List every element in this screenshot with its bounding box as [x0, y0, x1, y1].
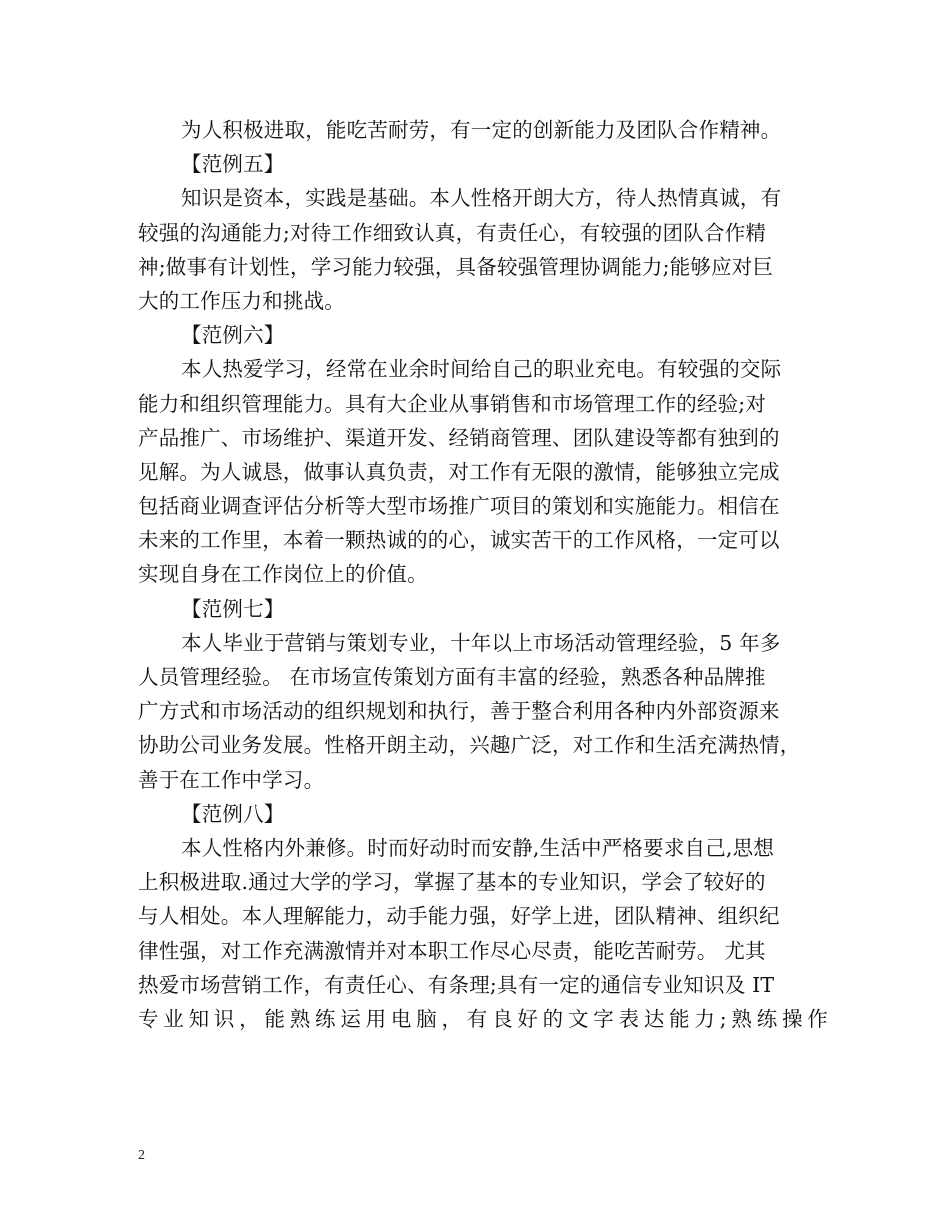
text-line: 为人积极进取，能吃苦耐劳，有一定的创新能力及团队合作精神。: [181, 118, 782, 142]
text-line: 协助公司业务发展。性格开朗主动，兴趣广泛，对工作和生活充满热情，: [138, 733, 801, 758]
text-line: 广方式和市场活动的组织规划和执行，善于整合利用各种内外部资源来: [138, 699, 780, 724]
section-heading: 【范例七】: [181, 596, 285, 621]
text-line: 神;做事有计划性，学习能力较强，具备较强管理协调能力;能够应对巨: [138, 254, 774, 279]
text-line: 知识是资本，实践是基础。本人性格开朗大方，待人热情真诚，有: [181, 186, 782, 211]
section-heading: 【范例六】: [181, 323, 285, 348]
text-line: 热爱市场营销工作，有责任心、有条理;具有一定的通信专业知识及 IT: [138, 972, 775, 997]
text-line: 人员管理经验。 在市场宣传策划方面有丰富的经验，熟悉各种品牌推: [138, 665, 766, 689]
text-line: 实现自身在工作岗位上的价值。: [138, 562, 428, 587]
text-line: 与人相处。本人理解能力，动手能力强，好学上进，团队精神、组织纪: [138, 904, 780, 929]
document-body: [138, 113, 828, 1036]
text-line: 较强的沟通能力;对待工作细致认真，有责任心，有较强的团队合作精: [138, 220, 767, 245]
text-line: 未来的工作里，本着一颗热诚的的心，诚实苦干的工作风格，一定可以: [138, 528, 780, 553]
text-line: 律性强，对工作充满激情并对本职工作尽心尽责，能吃苦耐劳。 尤其: [138, 938, 766, 963]
page-number: 2: [138, 1148, 145, 1163]
section-heading: 【范例八】: [181, 801, 285, 826]
text-line: 产品推广、市场维护、渠道开发、经销商管理、团队建设等都有独到的: [138, 425, 780, 450]
text-line: 上积极进取.通过大学的学习，掌握了基本的专业知识，学会了较好的: [138, 870, 766, 895]
text-line: 本人热爱学习，经常在业余时间给自己的职业充电。有较强的交际: [181, 357, 782, 382]
text-line: 本人性格内外兼修。时而好动时而安静,生活中严格要求自己,思想: [181, 835, 775, 860]
text-line: 善于在工作中学习。: [138, 767, 325, 792]
text-line: 能力和组织管理能力。具有大企业从事销售和市场管理工作的经验;对: [138, 391, 767, 416]
text-line: 见解。为人诚恳，做事认真负责，对工作有无限的激情，能够独立完成: [138, 459, 780, 484]
text-line: 本人毕业于营销与策划专业，十年以上市场活动管理经验，5 年多: [181, 630, 781, 655]
section-heading: 【范例五】: [181, 152, 285, 177]
text-line: 专业知识，能熟练运用电脑，有良好的文字表达能力;熟练操作: [138, 1006, 828, 1031]
text-line: 包括商业调查评估分析等大型市场推广项目的策划和实施能力。相信在: [138, 494, 780, 519]
text-line: 大的工作压力和挑战。: [138, 288, 345, 313]
